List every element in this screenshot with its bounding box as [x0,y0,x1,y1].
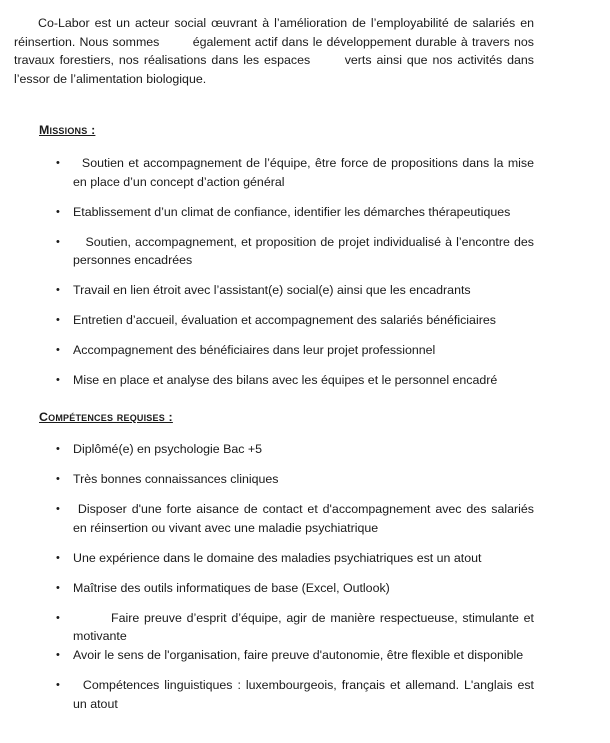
bullet-icon: • [56,205,60,218]
bullet-icon: • [56,314,60,327]
list-item [14,646,534,665]
competences-list [14,440,534,713]
list-item [14,579,534,598]
list-item-text: Travail en lien étroit avec l’assistant(e) social(e) ainsi que les encadrants [73,283,471,298]
list-item-text: Soutien, accompagnement, et proposition de projet individualisé à l’encontre des personnes encadrées [73,234,534,268]
list-item-text: Accompagnement des bénéficiaires dans leur projet professionnel [73,343,436,358]
bullet-icon: • [56,611,60,624]
list-item-text: Diplômé(e) en psychologie Bac +5 [73,442,263,457]
list-item [14,371,534,390]
bullet-icon: • [56,581,60,594]
list-item-text: Maîtrise des outils informatiques de base (Excel, Outlook) [73,580,390,595]
list-item [14,549,534,568]
bullet-icon: • [56,473,60,486]
list-item [14,154,534,191]
list-item [14,676,534,713]
list-item-text: Faire preuve d’esprit d’équipe, agir de manière respectueuse, stimulante et motivante [73,610,534,644]
list-item-text: Une expérience dans le domaine des maladies psychiatriques est un atout [73,550,482,565]
bullet-icon: • [56,443,60,456]
intro-paragraph: Co-Labor est un acteur social œuvrant à l’amélioration de l’employabilité de salariés en réinsertion. Nous sommes également actif dans le développement durable à travers nos travaux forestiers, nos réalisations dans les espaces verts ainsi que nos activités dans l’essor de l’alimentation biologique. [14,16,534,86]
list-item [14,500,534,537]
list-item [14,233,534,270]
bullet-icon: • [56,344,60,357]
bullet-icon: • [56,678,60,691]
bullet-icon: • [56,648,60,661]
missions-list [14,154,534,390]
list-item [14,311,534,330]
bullet-icon: • [56,235,60,248]
list-item [14,341,534,360]
list-item-text: Compétences linguistiques : luxembourgeois, français et allemand. L'anglais est un atout [73,677,534,711]
list-item [14,609,534,646]
bullet-icon: • [56,551,60,564]
bullet-icon: • [56,156,60,169]
list-item-text: Etablissement d’un climat de confiance, identifier les démarches thérapeutiques [73,204,511,219]
list-item-text: Soutien et accompagnement de l’équipe, être force de propositions dans la mise en place d’un concept d’action général [73,155,534,189]
list-item [14,440,534,459]
list-item-text: Très bonnes connaissances cliniques [73,472,279,487]
list-item-text: Disposer d'une forte aisance de contact et d'accompagnement avec des salariés en réinsertion ou vivant avec une maladie psychiatrique [73,502,534,535]
competences-heading: Compétences requises : [39,409,173,424]
list-item [14,203,534,222]
list-item [14,470,534,489]
bullet-icon: • [56,284,60,297]
bullet-icon: • [56,503,60,516]
list-item-text: Entretien d’accueil, évaluation et accompagnement des salariés bénéficiaires [73,313,496,328]
missions-heading: Missions : [39,123,96,138]
list-item [14,281,534,300]
list-item-text: Mise en place et analyse des bilans avec les équipes et le personnel encadré [73,373,498,388]
bullet-icon: • [56,374,60,387]
list-item-text: Avoir le sens de l'organisation, faire preuve d'autonomie, être flexible et disponible [73,647,524,662]
